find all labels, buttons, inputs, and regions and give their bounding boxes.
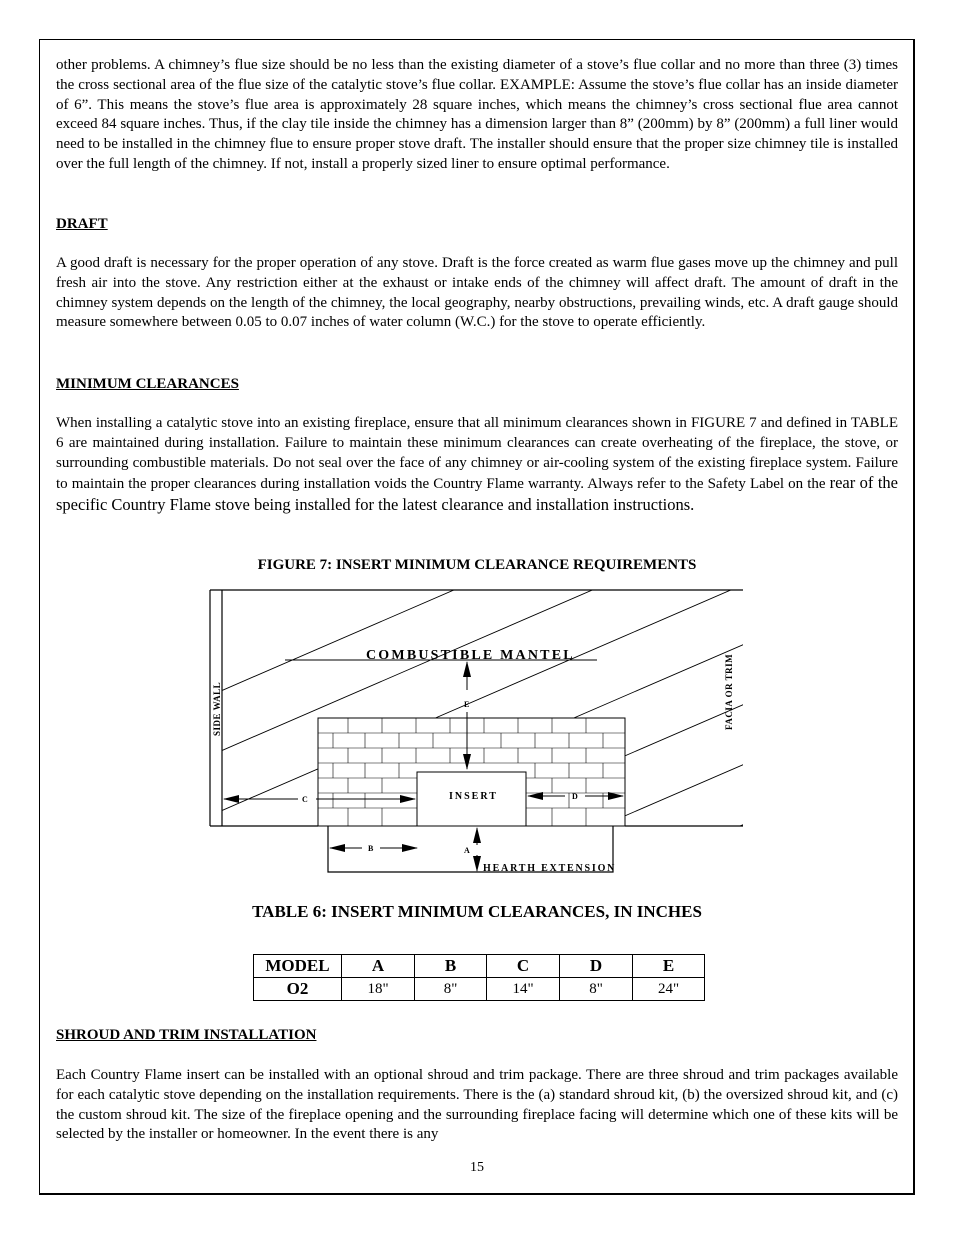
- intro-paragraph: other problems. A chimney’s flue size should be no less than the existing diameter of a stove’s flue collar and no more than three (3) times the cross sectional area of the flue size of the catalytic stove’s flue collar. EXAMPLE: Assume the stove’s flue collar has an inside diameter of 6”. This means the stove’s flue area is approximately 28 square inches, which means the chimney’s cross sectional flue area cannot exceed 84 square inches. Thus, if the clay tile inside the chimney has a dimension larger than 8” (200mm) by 8” (200mm) a full liner would need to be installed in the chimney flue to ensure proper stove draft. The installer should ensure that the proper size chimney tile is installed over the full length of the chimney. If not, install a properly sized liner to ensure optimal performance.: [56, 57, 898, 172]
- label-side-wall: SIDE WALL: [212, 681, 222, 736]
- header-e: E: [633, 955, 705, 978]
- header-c: C: [487, 955, 560, 978]
- clearances-text-1: When installing a catalytic stove into an existing fireplace, ensure that all minimum clearances shown in FIGURE 7 and defined in TABLE 6 are maintained during installation. Failure to maintain these minimum clearances can create overheating of the fireplace, the stove, or surrounding combustible materials. Do not seal over the face of any chimney or air-cooling system of the existing fireplace system. Failure to maintain the proper clearances during installation voids the Country Flame warranty. Always refer to the Safety Label on the: [56, 415, 898, 493]
- page-number: 15: [470, 1160, 484, 1175]
- table-header-row: [254, 955, 705, 978]
- shroud-section: [56, 1025, 898, 1145]
- cell-a: 18": [342, 978, 415, 1001]
- label-mantel: COMBUSTIBLE MANTEL: [366, 648, 575, 663]
- label-c: C: [302, 795, 308, 804]
- label-hearth: HEARTH EXTENSION: [483, 863, 617, 874]
- shroud-paragraph: Each Country Flame insert can be installed with an optional shroud and trim package. There are three shroud and trim packages available for each catalytic stove depending on the installation requirements. There is the (a) standard shroud kit, (b) the oversized shroud kit, and (c) the custom shroud kit. The size of the fireplace opening and the surrounding fireplace facing will determine which one of these kits will be selected by the installer or homeowner. In the event there is any: [56, 1067, 898, 1143]
- draft-paragraph: A good draft is necessary for the proper operation of any stove. Draft is the force created as warm flue gases move up the chimney and pull fresh air into the stove. Any restriction either at the exhaust or intake ends of the chimney will affect draft. The amount of draft in the chimney system depends on the length of the chimney, the local geography, nearby obstructions, prevailing winds, etc. A draft gauge should measure somewhere between 0.05 to 0.07 inches of water column (W.C.) for the stove to operate efficiently.: [56, 255, 898, 331]
- header-b: B: [415, 955, 487, 978]
- cell-model: O2: [254, 978, 342, 1001]
- cell-c: 14": [487, 978, 560, 1001]
- cell-b: 8": [415, 978, 487, 1001]
- label-e: E: [464, 700, 470, 709]
- header-a: A: [342, 955, 415, 978]
- clearance-table: [253, 954, 705, 1001]
- clearance-diagram: [200, 585, 760, 880]
- cell-d: 8": [560, 978, 633, 1001]
- label-d: D: [572, 792, 578, 801]
- shroud-heading: SHROUD AND TRIM INSTALLATION: [56, 1027, 317, 1043]
- clearances-paragraph: [56, 414, 898, 517]
- label-facia: FACIA OR TRIM: [724, 653, 734, 730]
- header-d: D: [560, 955, 633, 978]
- cell-e: 24": [633, 978, 705, 1001]
- figure-caption: FIGURE 7: INSERT MINIMUM CLEARANCE REQUIREMENTS: [257, 557, 697, 573]
- table-row: [254, 978, 705, 1001]
- header-model: MODEL: [254, 955, 342, 978]
- table-caption: TABLE 6: INSERT MINIMUM CLEARANCES, IN INCHES: [252, 902, 702, 921]
- label-insert: INSERT: [449, 791, 498, 802]
- label-a: A: [464, 846, 470, 855]
- clearances-heading: MINIMUM CLEARANCES: [56, 376, 239, 392]
- clearances-text-2: rear of the specific Country Flame stove being installed for the latest clearance and installation instructions.: [56, 473, 899, 515]
- clearances-section: [56, 374, 898, 517]
- label-b: B: [368, 844, 374, 853]
- draft-section: [56, 214, 898, 333]
- draft-heading: DRAFT: [56, 216, 108, 232]
- intro-section: [56, 56, 898, 175]
